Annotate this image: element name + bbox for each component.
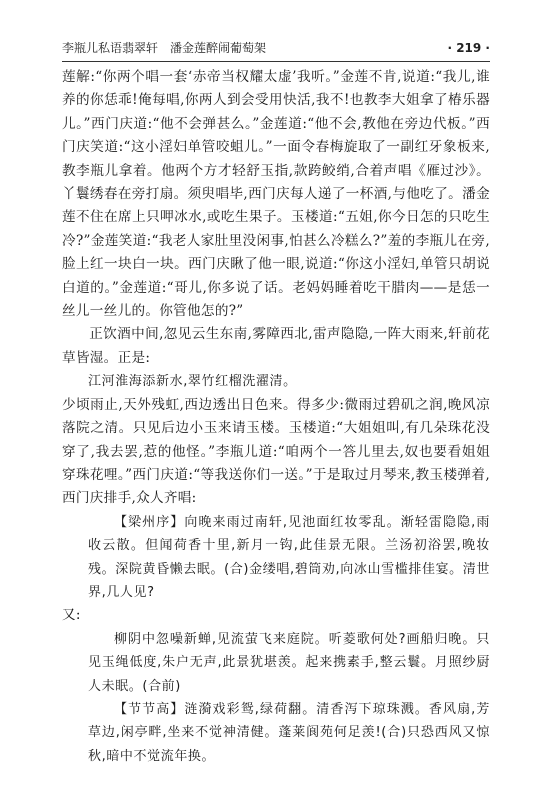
you-label: 又: xyxy=(62,607,81,624)
paragraph-3: 少顷雨止,天外残虹,西边透出日色来。得多少:微雨过碧矶之润,晚风凉落院之清。只见后边小玉来请玉楼。玉楼道:“大姐姐叫,有几朵珠花没穿了,我去罢,惹的他怪。”李瓶儿道:“咱两个一答儿里去,奴也要看姐姐穿珠花哩。”西门庆道:“等我送你们一送。”于是取过月琴来,教玉楼弹着,西门庆排手,众人齐唱: xyxy=(62,396,490,507)
song-jiejiegao xyxy=(88,698,490,768)
song-liangzhouxu xyxy=(88,511,490,605)
song-tune-tag: 【梁州序】 xyxy=(114,514,185,530)
verse-couplet: 江河淮海添新水,翠竹红榴洗濯清。 xyxy=(88,374,297,390)
running-title: 李瓶儿私语翡翠轩 潘金莲醉闹葡萄架 xyxy=(62,41,267,55)
song-lyrics: 柳阴中忽噪新蝉,见流萤飞来庭院。听菱歌何处?画船归晚。只见玉绳低度,朱户无声,此景犹堪羡。起来携素手,整云鬟。月照纱厨人未眠。(合前) xyxy=(88,631,490,694)
song-repeat xyxy=(88,628,490,698)
song-lyrics: 向晚来雨过南轩,见池面红妆零乱。渐轻雷隐隐,雨收云散。但闻荷香十里,新月一钩,此佳景无限。兰汤初浴罢,晚妆残。深院黄昏懒去眠。(合)金缕唱,碧筒劝,向冰山雪槛排佳宴。清世界,几人见? xyxy=(88,514,490,600)
paragraph-2: 正饮酒中间,忽见云生东南,雾障西北,雷声隐隐,一阵大雨来,轩前花草皆湿。正是: xyxy=(62,326,490,366)
song-lyrics: 涟漪戏彩鸳,绿荷翻。清香泻下琼珠溅。香风扇,芳草边,闲亭畔,坐来不觉神清健。蓬莱阆苑何足羡!(合)只恐西风又惊秋,暗中不觉流年换。 xyxy=(88,701,490,764)
running-header xyxy=(62,38,490,58)
paragraph-1: 莲解:“你两个唱一套‘赤帝当权耀太虚’我听。”金莲不肯,说道:“我儿,谁养的你恁乖!俺每唱,你两人到会受用快活,我不!也教李大姐拿了椿乐器儿。”西门庆道:“他不会弹甚么。”金莲道:“他不会,教他在旁边代板。”西门庆笑道:“这小淫妇单管咬蛆儿。”一面令春梅旋取了一副红牙象板来,教李瓶儿拿着。他两个方才轻舒玉指,款跨鲛绡,合着声唱《雁过沙》。丫鬟绣春在旁打扇。须臾唱毕,西门庆每人递了一杯酒,与他吃了。潘金莲不住在席上只呷冰水,或吃生果子。玉楼道:“五姐,你今日怎的只吃生冷?”金莲笑道:“我老人家肚里没闲事,怕甚么冷糕么?”羞的李瓶儿在旁,脸上红一块白一块。西门庆瞅了他一眼,说道:“你这小淫妇,单管只胡说白道的。”金莲道:“哥儿,你多说了话。老妈妈睡着吃干腊肉——是恁一丝儿一丝儿的。你管他怎的?” xyxy=(62,69,490,320)
page-number: · 219 · xyxy=(447,41,490,55)
song-tune-tag: 【节节高】 xyxy=(114,701,185,717)
body-text xyxy=(62,66,490,768)
header-rule xyxy=(62,61,490,62)
